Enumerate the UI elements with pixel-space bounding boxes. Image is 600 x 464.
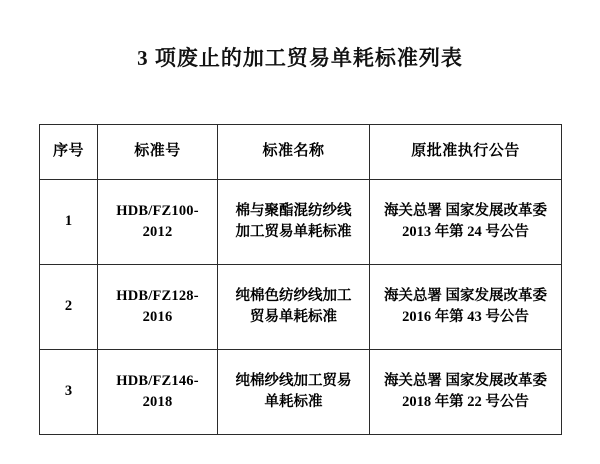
cell-original-notice-line1: 海关总署 国家发展改革委 <box>383 202 548 219</box>
cell-standard-code <box>98 265 218 350</box>
cell-standard-name-line2: 贸易单耗标准 <box>250 309 337 325</box>
standards-table-container <box>39 124 561 435</box>
cell-original-notice <box>370 180 562 265</box>
cell-original-notice-line1: 海关总署 国家发展改革委 <box>383 372 548 389</box>
column-header-name: 标准名称 <box>218 125 370 180</box>
standards-table <box>39 124 562 435</box>
table-header <box>40 125 562 180</box>
table-header-row <box>40 125 562 180</box>
table-row <box>40 350 562 435</box>
cell-standard-code-line2: 2012 <box>142 224 173 240</box>
cell-standard-code-line2: 2016 <box>142 309 173 325</box>
table-row <box>40 180 562 265</box>
cell-original-notice-line1: 海关总署 国家发展改革委 <box>383 287 548 304</box>
cell-standard-code <box>98 350 218 435</box>
column-header-notice: 原批准执行公告 <box>370 125 562 180</box>
cell-standard-name-line1: 棉与聚酯混纺纱线 <box>235 202 352 219</box>
cell-standard-code-line1: HDB/FZ100- <box>116 202 199 219</box>
cell-standard-name <box>218 350 370 435</box>
cell-standard-name-line2: 单耗标准 <box>264 394 323 410</box>
page-title: 3 项废止的加工贸易单耗标准列表 <box>137 46 463 70</box>
cell-original-notice-line2: 2018 年第 22 号公告 <box>402 394 529 410</box>
cell-standard-name <box>218 180 370 265</box>
cell-row-number: 3 <box>40 350 98 435</box>
column-header-no: 序号 <box>40 125 98 180</box>
column-header-code: 标准号 <box>98 125 218 180</box>
cell-original-notice-line2: 2013 年第 24 号公告 <box>402 224 529 240</box>
cell-row-number: 1 <box>40 180 98 265</box>
cell-original-notice-line2: 2016 年第 43 号公告 <box>402 309 529 325</box>
table-body <box>40 180 562 435</box>
cell-standard-code-line1: HDB/FZ146- <box>116 372 199 389</box>
cell-original-notice <box>370 265 562 350</box>
table-row <box>40 265 562 350</box>
cell-standard-name <box>218 265 370 350</box>
cell-standard-code-line1: HDB/FZ128- <box>116 287 199 304</box>
cell-original-notice <box>370 350 562 435</box>
cell-standard-code <box>98 180 218 265</box>
cell-standard-code-line2: 2018 <box>142 394 173 410</box>
cell-standard-name-line1: 纯棉纱线加工贸易 <box>235 372 352 389</box>
cell-standard-name-line1: 纯棉色纺纱线加工 <box>235 287 352 304</box>
cell-standard-name-line2: 加工贸易单耗标准 <box>235 224 352 240</box>
cell-row-number: 2 <box>40 265 98 350</box>
